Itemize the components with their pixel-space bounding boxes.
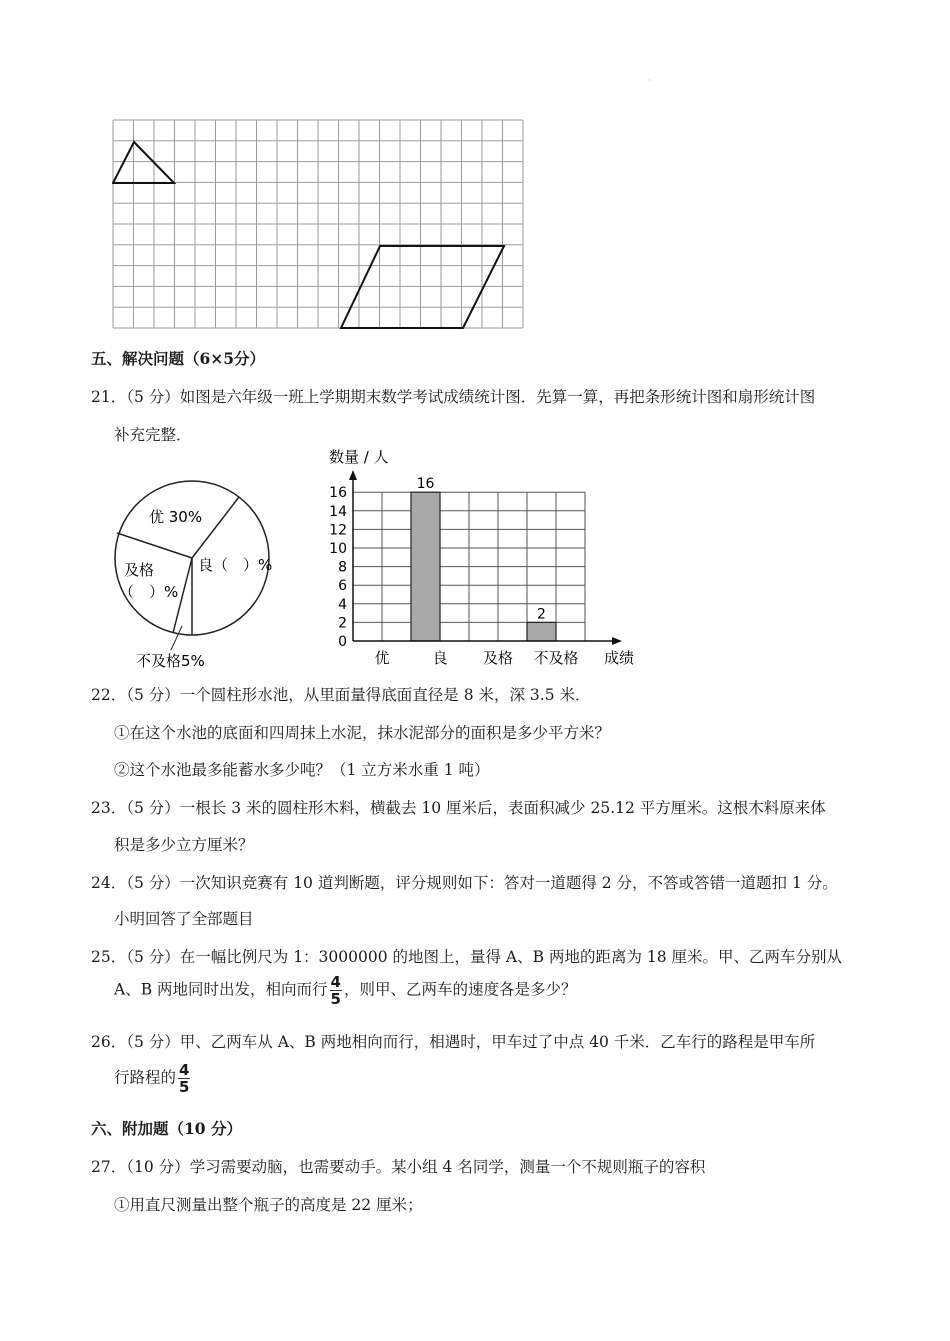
- grid-lines: [113, 120, 523, 328]
- bar: [527, 622, 556, 641]
- y-tick-label: 2: [338, 615, 347, 632]
- fraction-denominator: 5: [330, 990, 341, 1008]
- y-tick-label: 6: [338, 578, 347, 595]
- q22-sub1: ①在这个水池的底面和四周抹上水泥，抹水泥部分的面积是多少平方米？: [114, 724, 611, 742]
- q27-sub1: ①用直尺测量出整个瓶子的高度是 22 厘米；: [114, 1196, 423, 1214]
- x-tick-label: 不及格: [533, 649, 579, 667]
- grid-figure: [112, 119, 528, 331]
- section6-title: 六、附加题（10 分）: [91, 1119, 242, 1138]
- q21-line2: 补充完整．: [114, 426, 192, 444]
- q24-line1: 24．（5 分）一次知识竞赛有 10 道判断题，评分规则如下：答对一道题得 2 分，不答或答错一道题扣 1 分。: [91, 874, 838, 892]
- y-axis-arrow: [349, 470, 357, 480]
- bar: [411, 492, 440, 641]
- triangle-shape: [113, 142, 174, 183]
- q24-line2: 小明回答了全部题目: [114, 910, 254, 928]
- q27-line1: 27．（10 分）学习需要动脑，也需要动手。某小组 4 名同学，测量一个不规则瓶子的容积: [91, 1158, 706, 1176]
- pie-chart: [105, 478, 325, 673]
- pie-label-jige-pct: （ ）%: [119, 583, 179, 601]
- pie-divider: [117, 533, 192, 558]
- corner-mark: ·: [648, 76, 651, 85]
- fraction: [330, 974, 342, 1007]
- q25-line2-a: A、B 两地同时出发，相向而行: [114, 980, 328, 999]
- q26-line2: [114, 1062, 192, 1095]
- fraction-numerator: 4: [330, 973, 341, 991]
- parallelogram-shape: [341, 246, 504, 328]
- q25-line2-b: ，则甲、乙两车的速度各是多少？: [343, 980, 577, 999]
- y-tick-label: 10: [329, 541, 347, 557]
- x-tick-label: 优: [374, 649, 390, 667]
- q23-line2: 积是多少立方厘米？: [114, 836, 254, 854]
- q22-sub2: ②这个水池最多能蓄水多少吨？（1 立方米水重 1 吨）: [114, 761, 490, 779]
- y-tick-label: 4: [338, 596, 347, 613]
- q26-line2-a: 行路程的: [114, 1068, 177, 1087]
- pie-label-liang: 良（ ）%: [198, 556, 273, 574]
- x-axis-arrow: [612, 637, 622, 645]
- q25-line1: 25．（5 分）在一幅比例尺为 1：3000000 的地图上，量得 A、B 两地的距离为 18 厘米。甲、乙两车分别从: [91, 948, 843, 966]
- q22-line1: 22．（5 分）一个圆柱形水池，从里面量得底面直径是 8 米，深 3.5 米．: [91, 686, 591, 704]
- data-label: 2: [537, 606, 546, 623]
- section5-title: 五、解决问题（6×5分）: [91, 349, 266, 368]
- y-tick-label: 8: [338, 559, 347, 576]
- y-tick-label: 12: [329, 522, 347, 539]
- pie-leader-line: [171, 626, 182, 650]
- fraction-numerator: 4: [179, 1061, 190, 1079]
- q23-line1: 23．（5 分）一根长 3 米的圆柱形木料，横截去 10 厘米后，表面积减少 25.12 平方厘米。这根木料原来体: [91, 799, 826, 817]
- y-tick-label: 16: [329, 485, 347, 502]
- data-label: 16: [416, 476, 435, 493]
- fraction-denominator: 5: [179, 1078, 190, 1096]
- x-tick-label: 及格: [482, 649, 514, 667]
- q21-line1: 21．（5 分）如图是六年级一班上学期期末数学考试成绩统计图．先算一算，再把条形统计图和扇形统计图: [91, 388, 816, 406]
- y-tick-label: 14: [329, 503, 347, 520]
- pie-label-jige: 及格: [124, 561, 155, 579]
- q26-line1: 26．（5 分）甲、乙两车从 A、B 两地相向而行，相遇时，甲车过了中点 40 千米．乙车行的路程是甲车所: [91, 1033, 816, 1051]
- pie-label-bujige: 不及格5%: [136, 652, 205, 670]
- pie-divider: [192, 497, 239, 558]
- bar-chart: [325, 448, 655, 673]
- y-axis-label: 数量 / 人: [329, 448, 389, 466]
- y-tick-label: 0: [338, 634, 347, 650]
- fraction: [178, 1062, 190, 1095]
- x-tick-label: 良: [432, 649, 448, 667]
- x-axis-label: 成绩: [604, 649, 635, 667]
- pie-label-you: 优 30%: [149, 508, 203, 526]
- q25-line2: [114, 974, 576, 1007]
